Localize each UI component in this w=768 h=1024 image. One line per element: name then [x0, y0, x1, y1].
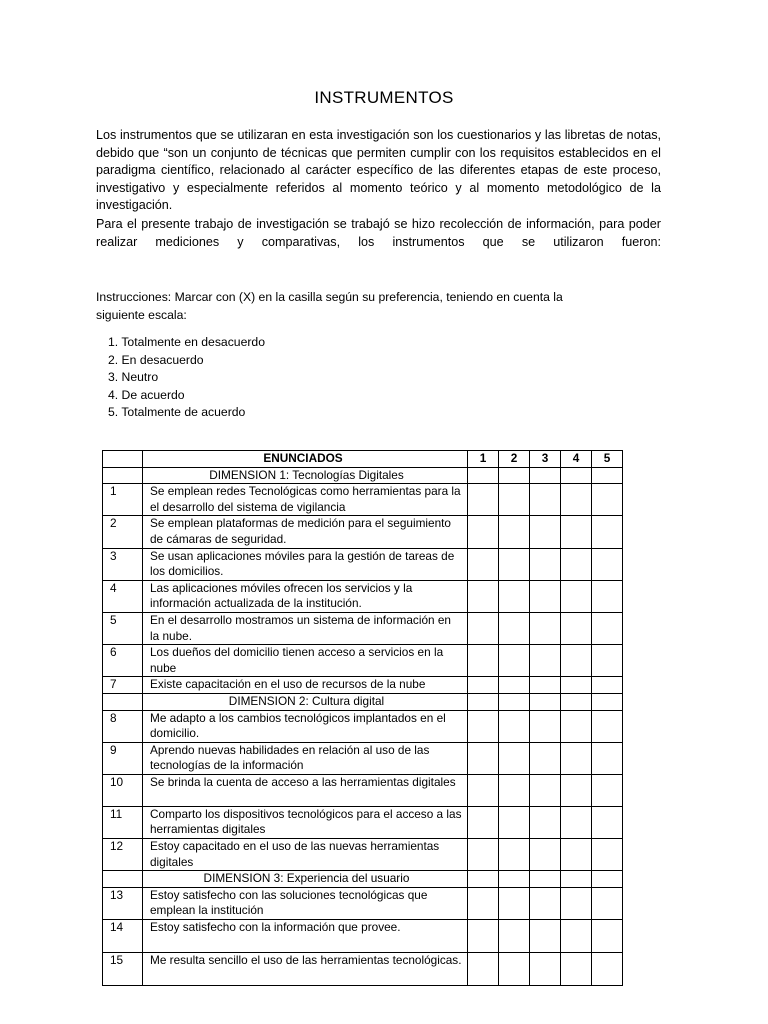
dimension-number-cell: [103, 871, 143, 888]
item-number: 14: [103, 920, 143, 953]
item-statement: Aprendo nuevas habilidades en relación al uso de las tecnologías de la información: [143, 742, 468, 774]
answer-checkbox-5[interactable]: [592, 645, 623, 677]
dimension-score-cell: [561, 693, 592, 710]
answer-checkbox-2[interactable]: [499, 710, 530, 742]
table-row: [103, 580, 623, 612]
answer-checkbox-4[interactable]: [561, 612, 592, 644]
answer-checkbox-2[interactable]: [499, 806, 530, 838]
answer-checkbox-2[interactable]: [499, 742, 530, 774]
answer-checkbox-5[interactable]: [592, 710, 623, 742]
answer-checkbox-4[interactable]: [561, 484, 592, 516]
table-row: [103, 645, 623, 677]
answer-checkbox-2[interactable]: [499, 677, 530, 694]
answer-checkbox-4[interactable]: [561, 548, 592, 580]
answer-checkbox-1[interactable]: [468, 920, 499, 953]
dimension-score-cell: [592, 467, 623, 484]
answer-checkbox-3[interactable]: [530, 953, 561, 986]
answer-checkbox-5[interactable]: [592, 887, 623, 919]
item-statement: Las aplicaciones móviles ofrecen los servicios y la información actualizada de la institución.: [143, 580, 468, 612]
item-statement: Se emplean redes Tecnológicas como herramientas para la el desarrollo del sistema de vigilancia: [143, 484, 468, 516]
table-row: [103, 484, 623, 516]
table-row: [103, 516, 623, 548]
answer-checkbox-1[interactable]: [468, 548, 499, 580]
answer-checkbox-1[interactable]: [468, 580, 499, 612]
answer-checkbox-1[interactable]: [468, 774, 499, 806]
header-score-1: 1: [468, 451, 499, 468]
dimension-score-cell: [561, 467, 592, 484]
dimension-score-cell: [530, 693, 561, 710]
item-number: 11: [103, 806, 143, 838]
answer-checkbox-4[interactable]: [561, 710, 592, 742]
item-number: 4: [103, 580, 143, 612]
table-row: [103, 548, 623, 580]
item-number: 10: [103, 774, 143, 806]
answer-checkbox-2[interactable]: [499, 953, 530, 986]
answer-checkbox-3[interactable]: [530, 774, 561, 806]
item-number: 7: [103, 677, 143, 694]
paragraph-instruments: Los instrumentos que se utilizaran en esta investigación son los cuestionarios y las libretas de notas, debido que “son un conjunto de técnicas que permiten cumplir con los requisitos establecidos en el paradigma científico, relacionado al carácter específico de las diferentes etapas de este proceso, investigativo y especialmente referidos al momento teórico y al momento metodológico de la investigación.: [96, 128, 661, 213]
item-number: 3: [103, 548, 143, 580]
table-row: [103, 887, 623, 919]
item-statement: Se usan aplicaciones móviles para la gestión de tareas de los domicilios.: [143, 548, 468, 580]
answer-checkbox-4[interactable]: [561, 839, 592, 871]
scale-item: 4. De acuerdo: [108, 387, 185, 402]
answer-checkbox-4[interactable]: [561, 953, 592, 986]
answer-checkbox-1[interactable]: [468, 839, 499, 871]
table-row: [103, 677, 623, 694]
answer-checkbox-1[interactable]: [468, 484, 499, 516]
answer-checkbox-3[interactable]: [530, 806, 561, 838]
dimension-score-cell: [468, 467, 499, 484]
table-row: [103, 806, 623, 838]
answer-checkbox-5[interactable]: [592, 806, 623, 838]
answer-checkbox-5[interactable]: [592, 612, 623, 644]
item-number: 5: [103, 612, 143, 644]
item-statement: En el desarrollo mostramos un sistema de información en la nube.: [143, 612, 468, 644]
scale-item: 2. En desacuerdo: [108, 352, 204, 367]
answer-checkbox-4[interactable]: [561, 920, 592, 953]
answer-checkbox-5[interactable]: [592, 839, 623, 871]
answer-checkbox-2[interactable]: [499, 580, 530, 612]
answer-checkbox-4[interactable]: [561, 645, 592, 677]
answer-checkbox-5[interactable]: [592, 580, 623, 612]
item-statement: Los dueños del domicilio tienen acceso a servicios en la nube: [143, 645, 468, 677]
item-number: 6: [103, 645, 143, 677]
table-row: [103, 839, 623, 871]
answer-checkbox-1[interactable]: [468, 645, 499, 677]
dimension-title: DIMENSION 2: Cultura digital: [143, 693, 468, 710]
table-row: [103, 742, 623, 774]
questionnaire-table: [102, 450, 623, 986]
dimension-number-cell: [103, 467, 143, 484]
answer-checkbox-1[interactable]: [468, 516, 499, 548]
answer-checkbox-3[interactable]: [530, 516, 561, 548]
dimension-title: DIMENSION 3: Experiencia del usuario: [143, 871, 468, 888]
item-number: 15: [103, 953, 143, 986]
scale-item: 5. Totalmente de acuerdo: [108, 405, 246, 420]
answer-checkbox-4[interactable]: [561, 580, 592, 612]
answer-checkbox-4[interactable]: [561, 516, 592, 548]
header-score-2: 2: [499, 451, 530, 468]
item-statement: Comparto los dispositivos tecnológicos para el acceso a las herramientas digitales: [143, 806, 468, 838]
answer-checkbox-5[interactable]: [592, 677, 623, 694]
item-statement: Existe capacitación en el uso de recursos de la nube: [143, 677, 468, 694]
answer-checkbox-2[interactable]: [499, 920, 530, 953]
answer-checkbox-5[interactable]: [592, 484, 623, 516]
answer-checkbox-3[interactable]: [530, 887, 561, 919]
answer-checkbox-2[interactable]: [499, 548, 530, 580]
item-number: 12: [103, 839, 143, 871]
table-row: [103, 612, 623, 644]
item-statement: Se brinda la cuenta de acceso a las herramientas digitales: [143, 774, 468, 806]
dimension-row: [103, 871, 623, 888]
answer-checkbox-4[interactable]: [561, 806, 592, 838]
answer-checkbox-3[interactable]: [530, 484, 561, 516]
header-score-4: 4: [561, 451, 592, 468]
item-statement: Estoy capacitado en el uso de las nuevas herramientas digitales: [143, 839, 468, 871]
page-title: INSTRUMENTOS: [314, 88, 454, 107]
item-number: 9: [103, 742, 143, 774]
answer-checkbox-1[interactable]: [468, 710, 499, 742]
answer-checkbox-2[interactable]: [499, 612, 530, 644]
dimension-score-cell: [499, 871, 530, 888]
answer-checkbox-4[interactable]: [561, 742, 592, 774]
table-header-row: [103, 451, 623, 468]
answer-checkbox-4[interactable]: [561, 677, 592, 694]
instructions-text: Instrucciones: Marcar con (X) en la casilla según su preferencia, teniendo en cuenta la siguiente escala:: [96, 290, 563, 322]
scale-item: 1. Totalmente en desacuerdo: [108, 335, 265, 349]
item-statement: Me resulta sencillo el uso de las herramientas tecnológicas.: [143, 953, 468, 986]
paragraph-work: Para el presente trabajo de investigación se trabajó se hizo recolección de información, para poder realizar mediciones y comparativas, los instrumentos que se utilizaron fueron:: [96, 217, 661, 249]
answer-checkbox-2[interactable]: [499, 839, 530, 871]
dimension-score-cell: [468, 693, 499, 710]
answer-checkbox-2[interactable]: [499, 887, 530, 919]
item-number: 8: [103, 710, 143, 742]
answer-checkbox-4[interactable]: [561, 774, 592, 806]
item-number: 13: [103, 887, 143, 919]
header-score-5: 5: [592, 451, 623, 468]
answer-checkbox-5[interactable]: [592, 516, 623, 548]
answer-checkbox-3[interactable]: [530, 920, 561, 953]
answer-checkbox-1[interactable]: [468, 806, 499, 838]
answer-checkbox-5[interactable]: [592, 742, 623, 774]
dimension-number-cell: [103, 693, 143, 710]
answer-checkbox-3[interactable]: [530, 710, 561, 742]
answer-checkbox-3[interactable]: [530, 548, 561, 580]
table-row: [103, 920, 623, 953]
table-row: [103, 953, 623, 986]
answer-checkbox-3[interactable]: [530, 580, 561, 612]
answer-checkbox-2[interactable]: [499, 484, 530, 516]
dimension-score-cell: [468, 871, 499, 888]
item-statement: Se emplean plataformas de medición para el seguimiento de cámaras de seguridad.: [143, 516, 468, 548]
answer-checkbox-4[interactable]: [561, 887, 592, 919]
answer-checkbox-3[interactable]: [530, 839, 561, 871]
dimension-score-cell: [592, 693, 623, 710]
header-number-cell: [103, 451, 143, 468]
dimension-row: [103, 693, 623, 710]
answer-checkbox-3[interactable]: [530, 742, 561, 774]
dimension-score-cell: [561, 871, 592, 888]
answer-checkbox-1[interactable]: [468, 677, 499, 694]
answer-checkbox-1[interactable]: [468, 953, 499, 986]
answer-checkbox-5[interactable]: [592, 953, 623, 986]
answer-checkbox-2[interactable]: [499, 645, 530, 677]
dimension-score-cell: [530, 467, 561, 484]
dimension-score-cell: [592, 871, 623, 888]
item-number: 1: [103, 484, 143, 516]
answer-checkbox-3[interactable]: [530, 645, 561, 677]
answer-checkbox-2[interactable]: [499, 774, 530, 806]
scale-list: [108, 334, 265, 422]
header-score-3: 3: [530, 451, 561, 468]
dimension-score-cell: [499, 693, 530, 710]
table-row: [103, 774, 623, 806]
answer-checkbox-5[interactable]: [592, 774, 623, 806]
item-statement: Estoy satisfecho con las soluciones tecnológicas que emplean la institución: [143, 887, 468, 919]
dimension-row: [103, 467, 623, 484]
item-number: 2: [103, 516, 143, 548]
dimension-score-cell: [499, 467, 530, 484]
answer-checkbox-1[interactable]: [468, 742, 499, 774]
answer-checkbox-1[interactable]: [468, 887, 499, 919]
item-statement: Me adapto a los cambios tecnológicos implantados en el domicilio.: [143, 710, 468, 742]
answer-checkbox-5[interactable]: [592, 920, 623, 953]
answer-checkbox-3[interactable]: [530, 612, 561, 644]
item-statement: Estoy satisfecho con la información que provee.: [143, 920, 468, 953]
scale-item: 3. Neutro: [108, 370, 159, 385]
dimension-score-cell: [530, 871, 561, 888]
table-row: [103, 710, 623, 742]
answer-checkbox-1[interactable]: [468, 612, 499, 644]
answer-checkbox-2[interactable]: [499, 516, 530, 548]
answer-checkbox-3[interactable]: [530, 677, 561, 694]
header-statements: ENUNCIADOS: [143, 451, 468, 468]
dimension-title: DIMENSION 1: Tecnologías Digitales: [143, 467, 468, 484]
answer-checkbox-5[interactable]: [592, 548, 623, 580]
